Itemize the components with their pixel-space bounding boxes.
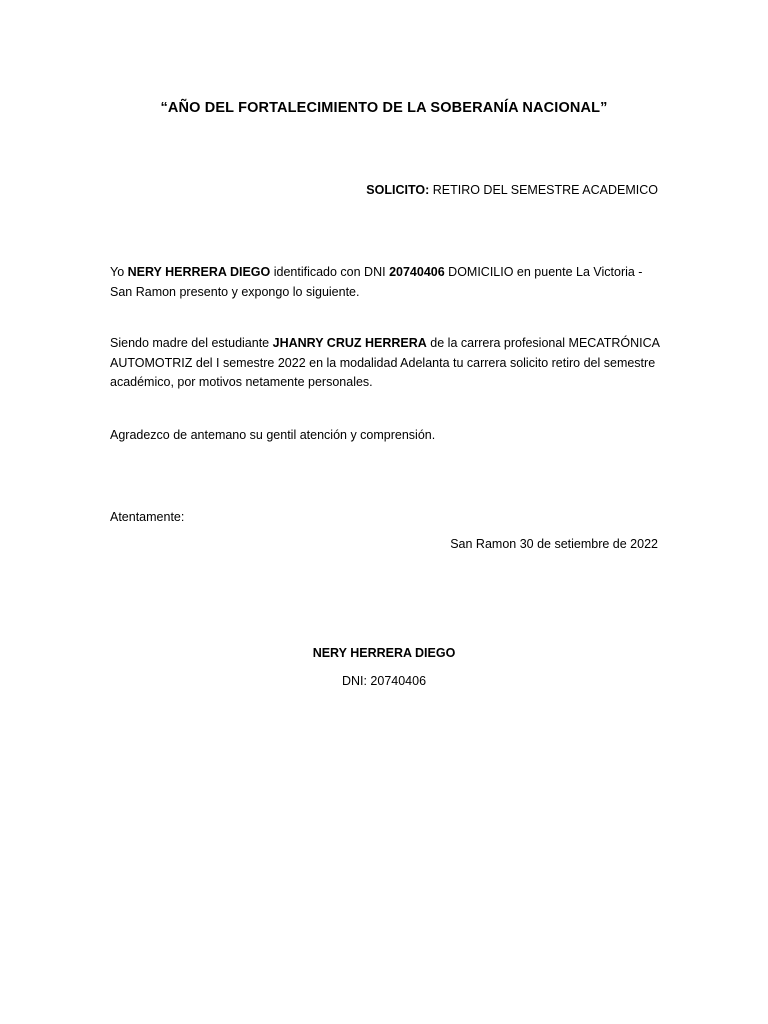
signature-name: NERY HERRERA DIEGO [312,646,456,660]
paragraph-introduction [110,263,665,302]
signature-dni: DNI: 20740406 [341,674,427,688]
intro-text-1: Yo [110,265,128,279]
subject-label: SOLICITO: [366,183,430,197]
paragraph-thanks: Agradezco de antemano su gentil atención y comprensión. [110,428,436,442]
request-text-2: de la carrera profesional MECATRÓNICA AUTOMOTRIZ del I semestre 2022 en la modalidad Adelanta tu carrera solicito retiro del semestre académico, por motivos netamente personales. [110,336,660,389]
subject-line [366,181,658,201]
student-name: JHANRY CRUZ HERRERA [272,336,427,350]
applicant-dni: 20740406 [389,265,445,279]
intro-text-3: DOMICILIO en puente La Victoria - San Ramon presento y expongo lo siguiente. [110,265,643,299]
subject-text: RETIRO DEL SEMESTRE ACADEMICO [429,183,658,197]
request-text-1: Siendo madre del estudiante [110,336,273,350]
paragraph-request [110,334,665,393]
applicant-name: NERY HERRERA DIEGO [127,265,271,279]
document-title: “AÑO DEL FORTALECIMIENTO DE LA SOBERANÍA NACIONAL” [160,100,608,116]
closing-salutation: Atentamente: [110,510,185,524]
intro-text-2: identificado con DNI [270,265,390,279]
place-and-date: San Ramon 30 de setiembre de 2022 [450,537,658,551]
